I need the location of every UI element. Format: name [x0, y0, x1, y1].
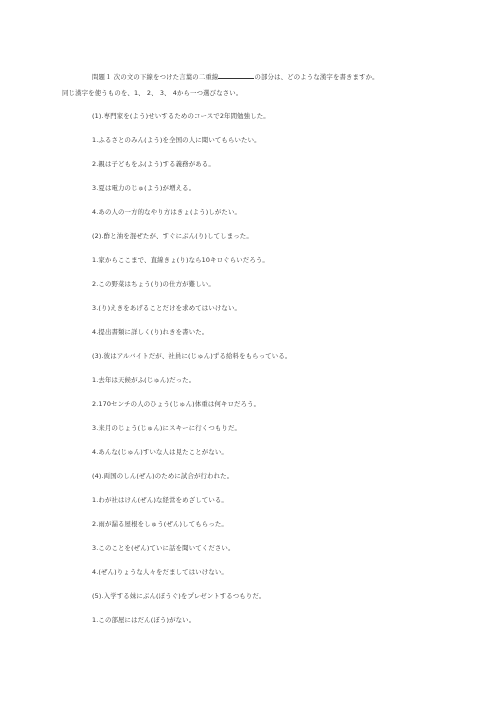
question-1-option-2: 2.親は子どもをふ(よう)する義務がある。 — [92, 160, 215, 168]
question-4-option-4: 4.(ぜん)りょうな人々をだましてはいけない。 — [92, 568, 228, 576]
instruction-line-2 — [62, 89, 242, 97]
question-1-option-1: 1.ふるさとのみん(よう)を全国の人に聞いてもらいたい。 — [92, 136, 261, 144]
question-3-option-3: 3.来月のじょう(じゅん)にスキーに行くつもりだ。 — [92, 424, 242, 432]
instruction-text-c: 同じ漢字を使うものを、1、 2、 3、 4から一つ選びなさい。 — [62, 89, 243, 97]
question-3-option-2: 2.170センチの人のひょう(じゅん)体重は何キロだろう。 — [92, 400, 261, 408]
double-underline-blank — [218, 72, 254, 79]
question-1-option-4: 4.あの人の一方的なやり方はきょ(よう)しがたい。 — [92, 208, 242, 216]
question-1-option-3: 3.夏は電力のじゅ(よう)が増える。 — [92, 184, 196, 192]
question-2-option-2: 2.この野菜はちょう(り)の仕方が難しい。 — [92, 280, 215, 288]
question-4-option-1: 1.わが社はけん(ぜん)な経営をめざしている。 — [92, 496, 228, 504]
question-2-option-3: 3.(り)えきをあげることだけを求めてはいけない。 — [92, 304, 242, 312]
question-4-option-2: 2.雨が漏る屋根をしゅう(ぜん)してもらった。 — [92, 520, 228, 528]
question-1-stem: (1).専門家を(よう)せいするためのコースで2年間勉強した。 — [92, 112, 270, 120]
question-5-stem: (5).入学する妹にぶん(ぼうぐ)をプレゼントするつもりだ。 — [92, 592, 266, 600]
question-2-option-4: 4.提出書類に詳しく(り)れきを書いた。 — [92, 328, 209, 336]
question-3-option-1: 1.去年は天候がふ(じゅん)だった。 — [92, 376, 196, 384]
question-3-stem: (3).彼はアルバイトだが、社員に(じゅん)ずる給料をもらっている。 — [92, 352, 292, 360]
instruction-text-a: 問題１ 次の文の下線をつけた言葉の二重線 — [92, 73, 219, 81]
instruction-text-b: の部分は、どのような漢字を書きますか。 — [254, 73, 379, 81]
question-2-option-1: 1.家からここまで、直線きょ(り)なら10キロぐらいだろう。 — [92, 256, 269, 264]
question-4-stem: (4).両国のしん(ぜん)のために試合が行われた。 — [92, 472, 234, 480]
question-3-option-4: 4.あんな(じゅん)すいな人は見たことがない。 — [92, 448, 228, 456]
question-5-option-1: 1.この部屋にはだん(ぼう)がない。 — [92, 616, 196, 624]
instruction-line-1 — [92, 72, 379, 81]
question-2-stem: (2).酢と油を混ぜたが、すぐにぶん(り)してしまった。 — [92, 232, 253, 240]
question-4-option-3: 3.このことを(ぜん)ていに話を聞いてください。 — [92, 544, 235, 552]
